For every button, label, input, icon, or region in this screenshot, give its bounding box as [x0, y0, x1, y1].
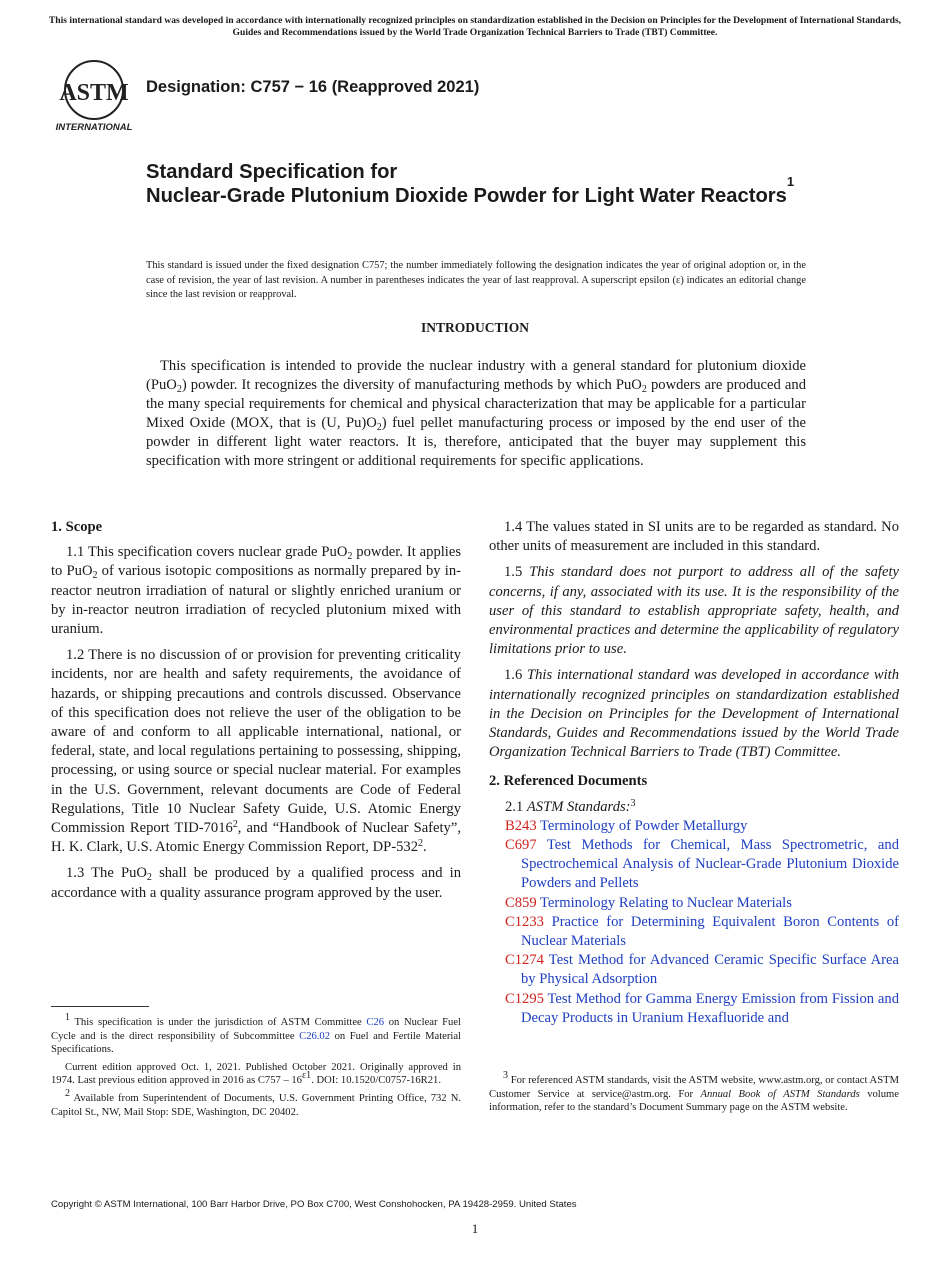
copyright-line: Copyright © ASTM International, 100 Barr Harbor Drive, PO Box C700, West Conshohocken, PA 19428-2959. United States: [51, 1199, 577, 1210]
reference-code-link[interactable]: B243: [505, 817, 537, 834]
right-column: [489, 518, 899, 1028]
reference-code-link[interactable]: C697: [505, 837, 537, 854]
top-notice: This international standard was developed in accordance with internationally recognized principles on standardization established in the Decision on Principles for the Development of International Standards, Guides and Recommendations issued by the World Trade Organization Technical Barriers to Trade (TBT) Committee.: [48, 15, 902, 38]
reference-item-c859: [505, 894, 899, 913]
committee-c26-link[interactable]: C26: [366, 1017, 385, 1028]
reference-code-link[interactable]: C1233: [505, 913, 544, 930]
page-number: 1: [471, 1221, 479, 1236]
section-1-3: 1.3 The PuO$_2$ shall be produced by a qualified process and in accordance with a quality assurance program approved by the user.: [51, 865, 461, 901]
scope-heading: 1. Scope: [51, 519, 103, 535]
reference-item-c697: [505, 836, 899, 894]
section-1-6: 1.6 This international standard was developed in accordance with internationally recognized principles on standardization established in the Decision on Principles for the Development of International Standards, Guides and Recommendations issued by the World Trade Organization Technical Barriers to Trade (TBT) Committee.: [489, 667, 900, 761]
referenced-documents-heading: 2. Referenced Documents: [489, 773, 648, 790]
reference-title-link[interactable]: Test Method for Advanced Ceramic Specific Surface Area by Physical Adsorption: [521, 952, 899, 988]
title-line-1: Standard Specification for: [146, 161, 398, 183]
reference-code-link[interactable]: C859: [505, 894, 537, 911]
section-1-1: 1.1 This specification covers nuclear grade PuO$_2$ powder. It applies to PuO$_2$ of various isotopic compositions as normally prepared by in-reactor neutron irradiation of natural or slightly enriched uranium or by in-reactor neutron irradiation of recycled plutonium mixed with uranium.: [51, 544, 462, 638]
footnote-3: $^3$ For referenced ASTM standards, visit the ASTM website, www.astm.org, or contact ASTM Customer Service at service@astm.org. For Annual Book of ASTM Standards volume information, refer to the standard’s Document Summary page on the ASTM website.: [489, 1070, 899, 1114]
left-column: [51, 518, 461, 910]
reference-item-b243: [505, 817, 899, 836]
section-1-4: 1.4 The values stated in SI units are to be regarded as standard. No other units of measurement are included in this standard.: [489, 519, 899, 555]
footnote-divider: [51, 1006, 149, 1007]
title-line-2: Nuclear-Grade Plutonium Dioxide Powder for Light Water Reactors$^1$: [146, 174, 795, 207]
reference-list: [489, 817, 899, 1028]
footnote-2: $^2$ Available from Superintendent of Documents, U.S. Government Printing Office, 732 N. Capitol St., NW, Mail Stop: SDE, Washington, DC 20402.: [51, 1087, 461, 1118]
subcommittee-c26-02-link[interactable]: C26.02: [299, 1030, 331, 1042]
reference-title-link[interactable]: Practice for Determining Equivalent Boron Contents of Nuclear Materials: [521, 913, 899, 950]
astm-standards-subheading: 2.1 ASTM Standards:$^3$: [505, 797, 636, 815]
section-1-2: 1.2 There is no discussion of or provision for preventing criticality incidents, nor are health and safety requirements, the avoidance of hazards, or shipping precautions and controls discussed. Observance of this specification does not relieve the user of the obligation to be aware of and conform to all applicable international, national, or federal, state, and local regulations pertaining to possessing, shipping, processing, or using source or special nuclear material. For examples in the U.S. Government, relevant documents are Code of Federal Regulations, Title 10 Nuclear Safety Guide, U.S. Atomic Energy Commission Report TID-7016$^2$, and “Handbook of Nuclear Safety”, H. K. Clark, U.S. Atomic Energy Commission Report, $DP-532^2$.: [51, 647, 461, 856]
issued-note: This standard is issued under the fixed designation C757; the number immediately following the designation indicates the year of original adoption or, in the case of revision, the year of last revision. A number in parentheses indicates the year of last reapproval. A superscript epsilon (ε) indicates an editorial change since the last revision or reapproval.: [146, 260, 806, 300]
document-title: [146, 160, 846, 208]
introduction-heading: INTRODUCTION: [420, 320, 529, 335]
reference-code-link[interactable]: C1295: [505, 990, 544, 1007]
section-1-5: 1.5 This standard does not purport to address all of the safety concerns, if any, associated with its use. It is the responsibility of the user of this standard to establish appropriate safety, health, and environmental practices and determine the applicability of regulatory limitations prior to use.: [489, 564, 899, 658]
introduction-text: This specification is intended to provide the nuclear industry with a general standard for plutonium dioxide (PuO$_2$) powder. It recognizes the diversity of manufacturing methods by which PuO$_2$ powders are produced and the many special requirements for chemical and physical characterization that may be applicable for a particular Mixed Oxide (MOX, that is (U, $Pu)O_2$) fuel pellet manufacturing process or imposed by the end user of the powder in different light water reactors. It is, therefore, anticipated that the buyer may supplement this specification with more stringent or additional requirements for specific applications.: [146, 358, 806, 469]
reference-title-link[interactable]: Terminology of Powder Metallurgy: [540, 817, 748, 834]
footnote-1-edition: Current edition approved Oct. 1, 2021. Published October 2021. Originally approved in 1974. Last previous edition approved in 2016 as $C757 - 16^{\varepsilon 1}$. DOI: 10.1520/C0757-16R21.: [51, 1061, 461, 1087]
astm-logo: [52, 58, 136, 132]
footnotes-left: [51, 1012, 461, 1123]
astm-logo-caption: INTERNATIONAL: [55, 122, 133, 132]
footnote-1: $^1$ This specification is under the jurisdiction of ASTM Committee C26 on Nuclear Fuel Cycle and is the direct responsibility of Subcommittee C26.02 on Fuel and Fertile Material Specifications.: [51, 1012, 461, 1056]
reference-item-c1274: [505, 951, 899, 989]
reference-code-link[interactable]: C1274: [505, 952, 544, 969]
reference-title-link[interactable]: Terminology Relating to Nuclear Materials: [540, 894, 792, 911]
reference-item-c1295: [505, 990, 899, 1028]
reference-item-c1233: [505, 913, 899, 951]
reference-title-link[interactable]: Test Method for Gamma Energy Emission from Fission and Decay Products in Uranium Hexafluoride and: [521, 990, 899, 1026]
reference-title-link[interactable]: Test Methods for Chemical, Mass Spectrometric, and Spectrochemical Analysis of Nuclear-Grade Plutonium Dioxide Powders and Pellets: [521, 837, 899, 892]
footnotes-right: [489, 1070, 899, 1119]
designation: Designation: C757 − 16 (Reapproved 2021): [146, 78, 480, 96]
title-footnote-mark[interactable]: 1: [786, 174, 795, 189]
astm-logo-letters: ASTM: [59, 80, 129, 106]
